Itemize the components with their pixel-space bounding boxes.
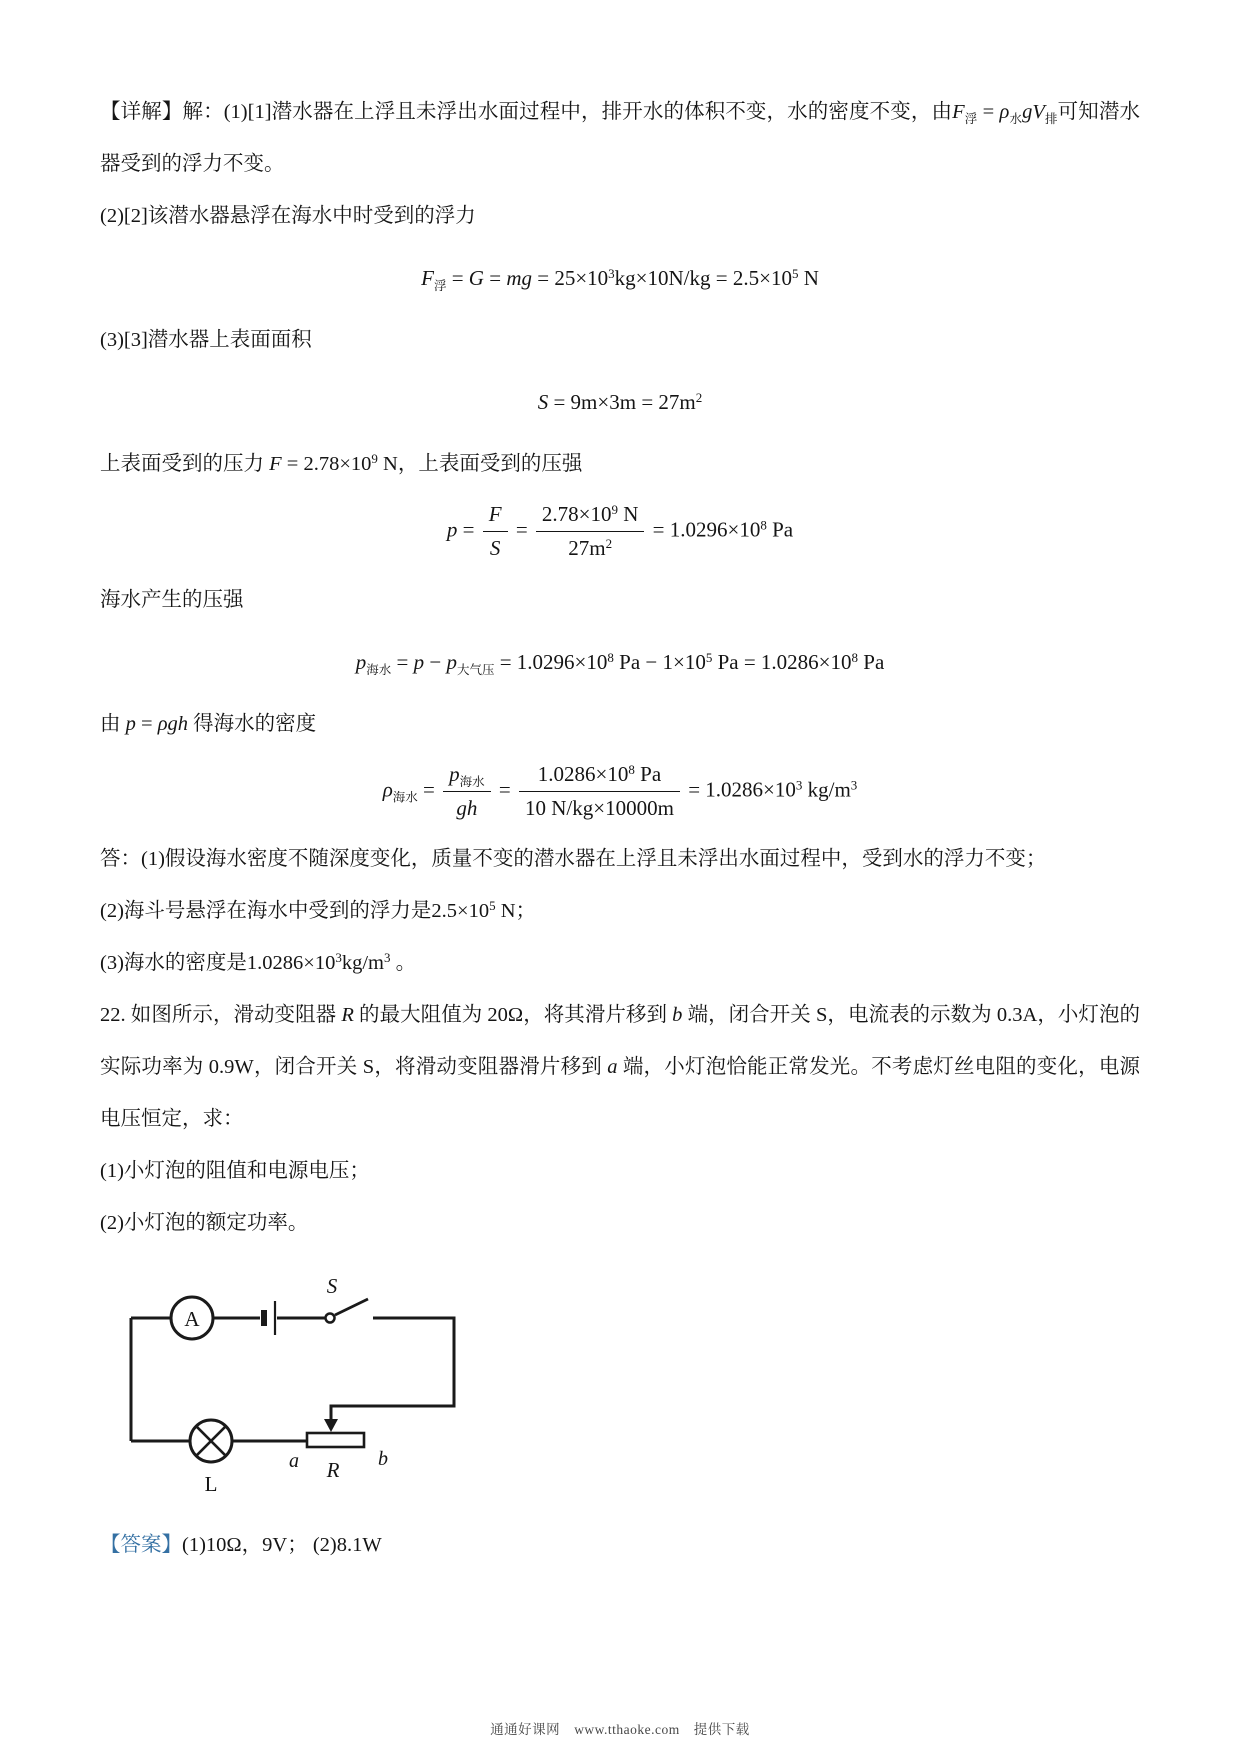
answer-summary-1: 答：(1)假设海水密度不随深度变化，质量不变的潜水器在上浮且未浮出水面过程中，受到水的浮力不变；	[100, 848, 1047, 871]
switch-label: S	[326, 1274, 338, 1299]
ammeter-label: A	[184, 1307, 200, 1332]
switch-pivot	[326, 1314, 335, 1323]
seawater-pressure-label: 海水产生的压强	[100, 588, 244, 611]
pressure-formula: p = $\frac{F}{S}$ = $\frac{2.78\times 10^9 N}{27m^2}$ = $1.0296\times 10^8$ Pa	[446, 502, 794, 561]
buoyancy-formula: $F_浮 = G$ = mg = $25\times 10^3kg\times 10N/kg = 2.5\times 10^5$ N	[421, 266, 819, 293]
answer-text: (1)10Ω，9V； (2)8.1W	[182, 1534, 382, 1557]
density-intro-paragraph: 由 p = ρgh 得海水的密度	[100, 712, 317, 735]
detail-intro-paragraph: 【详解】解：(1)[1]潜水器在上浮且未浮出水面过程中，排开水的体积不变，水的密度不变，由$F_浮 = \rho_水gV_排$可知潜水器受到的浮力不变。	[100, 101, 1140, 175]
terminal-b-label: b	[378, 1448, 388, 1471]
circuit-diagram	[104, 1273, 1140, 1513]
switch-blade	[335, 1299, 368, 1315]
step2-label-paragraph: (2)[2]该潜水器悬浮在海水中时受到的浮力	[100, 205, 476, 227]
question-22-paragraph: 22. 如图所示，滑动变阻器 R 的最大阻值为 20Ω，将其滑片移到 b 端，闭合开关 S，电流表的示数为 0.3A，小灯泡的实际功率为 0.9W，闭合开关 S，将滑动变阻器滑片移到 a 端，小灯泡恰能正常发光。不考虑灯丝电阻的变化，电源电压恒定，求：	[100, 1004, 1141, 1131]
rheostat-symbol	[307, 1433, 364, 1447]
pressure-intro-paragraph: 上表面受到的压力 $F = 2.78\times 10^9$ N，上表面受到的压强	[100, 451, 583, 475]
answer-line	[100, 1519, 1140, 1571]
slider-arrow-icon	[324, 1419, 338, 1432]
rheostat-label: R	[326, 1458, 340, 1483]
wire-right	[331, 1318, 454, 1420]
footer-download-text: 提供下载	[693, 1722, 750, 1737]
question-22-part1: (1)小灯泡的阻值和电源电压；	[100, 1160, 370, 1183]
answer-label: 【答案】	[100, 1534, 182, 1557]
terminal-a-label: a	[289, 1450, 299, 1473]
page-footer	[0, 1718, 1240, 1738]
question-22-part2: (2)小灯泡的额定功率。	[100, 1212, 309, 1235]
footer-site-name: 通通好课网	[490, 1722, 561, 1737]
step3-label-paragraph: (3)[3]潜水器上表面面积	[100, 329, 312, 351]
answer-summary-2: (2)海斗号悬浮在海水中受到的浮力是$2.5\times 10^5$ N；	[100, 898, 537, 923]
footer-url: www.tthaoke.com	[574, 1722, 680, 1737]
answer-summary-3: (3)海水的密度是$1.0286\times 10^3kg/m^3$ 。	[100, 950, 417, 975]
density-formula: $\rho_{海水}$ = $\frac{p_{海水}}{gh}$ = $\frac{1.0286\times 10^8 Pa}{10 N/kg\times 10000m}$ = $1.0286\times 10^3$ $kg/m^3$	[382, 761, 858, 820]
seawater-pressure-formula: $p_{海水} = p - p_{大气压} = 1.0296\times 10^8$ $Pa - 1\times 10^5$ $Pa = 1.0286\times 10^8$ Pa	[355, 649, 885, 677]
area-formula: $S = 9m\times 3m = 27m^2$	[537, 390, 703, 414]
lamp-label: L	[204, 1472, 218, 1497]
